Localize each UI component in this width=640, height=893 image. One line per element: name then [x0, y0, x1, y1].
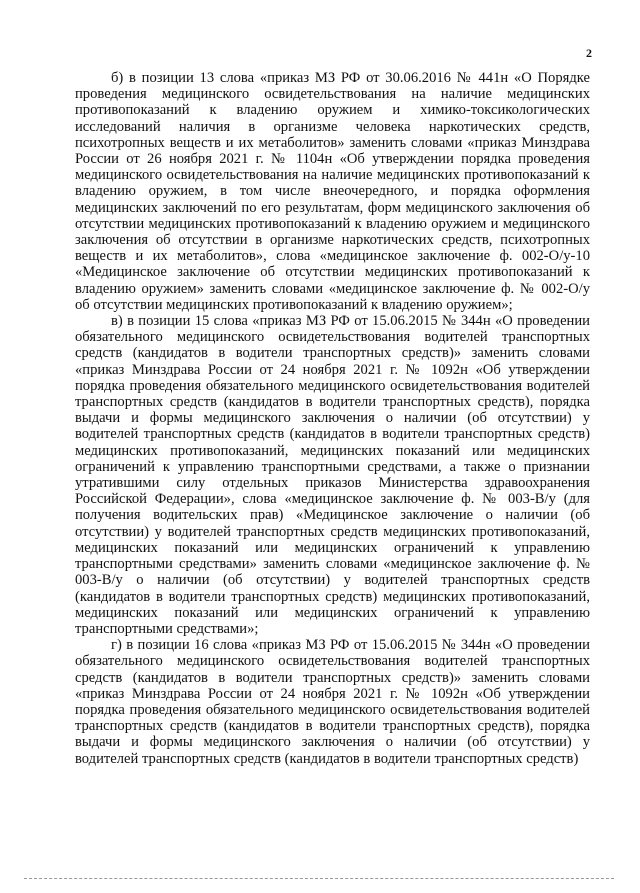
document-body	[75, 70, 590, 767]
page-number: 2	[586, 46, 592, 60]
page-bottom-divider	[24, 878, 614, 879]
paragraph-v: в) в позиции 15 слова «приказ МЗ РФ от 15.06.2015 № 344н «О проведении обязательного медицинского освидетельствования водителей транспортных средств (кандидатов в водители транспортных средств)» заменить словами «приказ Минздрава России от 24 ноября 2021 г. № 1092н «Об утверждении порядка проведения обязательного медицинского освидетельствования водителей транспортных средств (кандидатов в водители транспортных средств), порядка выдачи и формы медицинского заключения о наличии (об отсутствии) у водителей транспортных средств (кандидатов в водители транспортных средств) медицинских противопоказаний, медицинских показаний или медицинских ограничений к управлению транспортными средствами, а также о признании утратившими силу отдельных приказов Министерства здравоохранения Российской Федерации», слова «медицинское заключение ф. № 003-В/у (для получения водительских прав) «Медицинское заключение о наличии (об отсутствии) у водителей транспортных средств медицинских противопоказаний, медицинских показаний или медицинских ограничений к управлению транспортными средствами» заменить словами «медицинское заключение ф. № 003-В/у о наличии (об отсутствии) у водителей транспортных средств (кандидатов в водители транспортных средств) медицинских противопоказаний, медицинских показаний или медицинских ограничений к управлению транспортными средствами»;	[75, 313, 590, 637]
paragraph-g: г) в позиции 16 слова «приказ МЗ РФ от 15.06.2015 № 344н «О проведении обязательного медицинского освидетельствования водителей транспортных средств (кандидатов в водители транспортных средств)» заменить словами «приказ Минздрава России от 24 ноября 2021 г. № 1092н «Об утверждении порядка проведения обязательного медицинского освидетельствования водителей транспортных средств (кандидатов в водители транспортных средств), порядка выдачи и формы медицинского заключения о наличии (об отсутствии) у водителей транспортных средств (кандидатов в водители транспортных средств)	[75, 637, 590, 767]
paragraph-b: б) в позиции 13 слова «приказ МЗ РФ от 30.06.2016 № 441н «О Порядке проведения медицинского освидетельствования на наличие медицинских противопоказаний к владению оружием и химико-токсикологических исследований наличия в организме человека наркотических средств, психотропных веществ и их метаболитов» заменить словами «приказ Минздрава России от 26 ноября 2021 г. № 1104н «Об утверждении порядка проведения медицинского освидетельствования на наличие медицинских противопоказаний к владению оружием, в том числе внеочередного, и порядка оформления медицинских заключений по его результатам, форм медицинского заключения об отсутствии медицинских противопоказаний к владению оружием и медицинского заключения об отсутствии в организме наркотических средств, психотропных веществ и их метаболитов», слова «медицинское заключение ф. 002-О/у-10 «Медицинское заключение об отсутствии медицинских противопоказаний к владению оружием» заменить словами «медицинское заключение ф. № 002-О/у об отсутствии медицинских противопоказаний к владению оружием»;	[75, 70, 590, 313]
